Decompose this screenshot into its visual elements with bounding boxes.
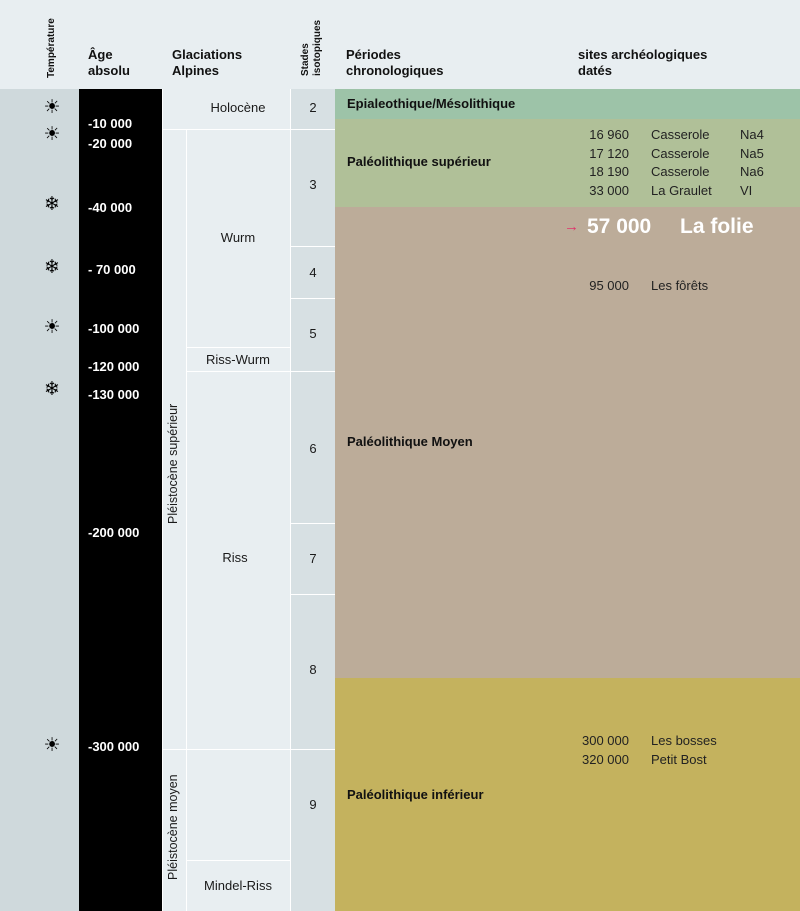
age-label: -120 000 xyxy=(88,359,140,374)
stade-label: 3 xyxy=(309,177,317,192)
site-date: 95 000 xyxy=(589,278,629,293)
sun-icon: ☀ xyxy=(43,317,61,338)
snowflake-icon: ❄ xyxy=(44,257,60,278)
header-periodes-line1: Périodes xyxy=(346,47,401,62)
stade-divider xyxy=(291,246,335,247)
header-sites-line1: sites archéologiques xyxy=(578,47,708,62)
stade-label: 4 xyxy=(309,265,317,280)
stade-label: 8 xyxy=(309,662,317,677)
stade-label: 9 xyxy=(309,797,317,812)
glaciation-riss-wurm-label: Riss-Wurm xyxy=(205,352,271,367)
age-label: -20 000 xyxy=(88,136,133,151)
site-date: 16 960 xyxy=(589,127,629,142)
pleistocene-moyen-label: Pléistocène moyen xyxy=(166,774,180,880)
stade-label: 2 xyxy=(309,100,317,115)
site-name: Les bosses xyxy=(651,733,717,748)
header-temperature: Température xyxy=(46,18,57,78)
stade-label: 6 xyxy=(309,441,317,456)
site-date: 320 000 xyxy=(582,752,629,767)
sun-icon: ☀ xyxy=(43,97,61,118)
glaciation-mindel-riss-label: Mindel-Riss xyxy=(204,878,272,893)
site-name: Les fôrêts xyxy=(651,278,709,293)
glaciation-wurm-label: Wurm xyxy=(220,230,256,245)
site-name: Casserole xyxy=(651,146,710,161)
header-glaciations-line1: Glaciations xyxy=(172,47,243,62)
period-epipaleolithique-label: Epialeothique/Mésolithique xyxy=(347,96,516,111)
site-code: Na6 xyxy=(740,164,764,179)
stade-divider xyxy=(291,523,335,524)
age-label: -200 000 xyxy=(88,525,140,540)
age-label: - 70 000 xyxy=(88,262,136,277)
highlight-site-date: 57 000 xyxy=(587,215,652,238)
age-label: -40 000 xyxy=(88,200,133,215)
stade-divider xyxy=(291,298,335,299)
site-name: La Graulet xyxy=(651,183,712,198)
site-name: Casserole xyxy=(651,164,710,179)
site-code: Na5 xyxy=(740,146,764,161)
header-age-line2: absolu xyxy=(88,63,130,78)
glaciation-holocene-label: Holocène xyxy=(210,100,266,115)
stades-column xyxy=(291,89,335,911)
glaciation-riss-label: Riss xyxy=(222,550,248,565)
header-periodes-line2: chronologiques xyxy=(346,63,444,78)
glaciation-empty-cell xyxy=(187,750,290,860)
header-age-line1: Âge xyxy=(88,47,113,62)
site-code: VI xyxy=(740,183,753,198)
age-label: -130 000 xyxy=(88,387,140,402)
stade-divider xyxy=(291,594,335,595)
site-code: Na4 xyxy=(740,127,764,142)
header-glaciations-line2: Alpines xyxy=(172,63,219,78)
site-date: 300 000 xyxy=(582,733,629,748)
highlight-site-name: La folie xyxy=(680,215,754,238)
stade-divider xyxy=(291,371,335,372)
stade-divider xyxy=(291,749,335,750)
age-label: -10 000 xyxy=(88,116,133,131)
stade-label: 5 xyxy=(309,326,317,341)
header-sites-line2: datés xyxy=(578,63,612,78)
age-label: -100 000 xyxy=(88,321,140,336)
site-date: 33 000 xyxy=(589,183,629,198)
sun-icon: ☀ xyxy=(43,124,61,145)
stade-divider xyxy=(291,129,335,130)
period-paleolithique-moyen-label: Paléolithique Moyen xyxy=(347,434,473,449)
site-date: 17 120 xyxy=(589,146,629,161)
snowflake-icon: ❄ xyxy=(44,194,60,215)
site-name: Casserole xyxy=(651,127,710,142)
period-paleolithique-superieur-label: Paléolithique supérieur xyxy=(347,154,491,169)
sun-icon: ☀ xyxy=(43,735,61,756)
site-name: Petit Bost xyxy=(651,752,707,767)
temperature-column xyxy=(0,89,79,911)
period-paleolithique-inferieur-label: Paléolithique inférieur xyxy=(347,787,484,802)
snowflake-icon: ❄ xyxy=(44,379,60,400)
stade-label: 7 xyxy=(309,551,317,566)
arrow-right-icon: → xyxy=(564,218,579,235)
site-date: 18 190 xyxy=(589,164,629,179)
header-stades-line2: isotopiques xyxy=(312,19,323,76)
age-label: -300 000 xyxy=(88,739,140,754)
table-header xyxy=(0,0,800,89)
header-stades-line1: Stades xyxy=(300,43,311,76)
pleistocene-superieur-label: Pléistocène supérieur xyxy=(166,403,180,524)
